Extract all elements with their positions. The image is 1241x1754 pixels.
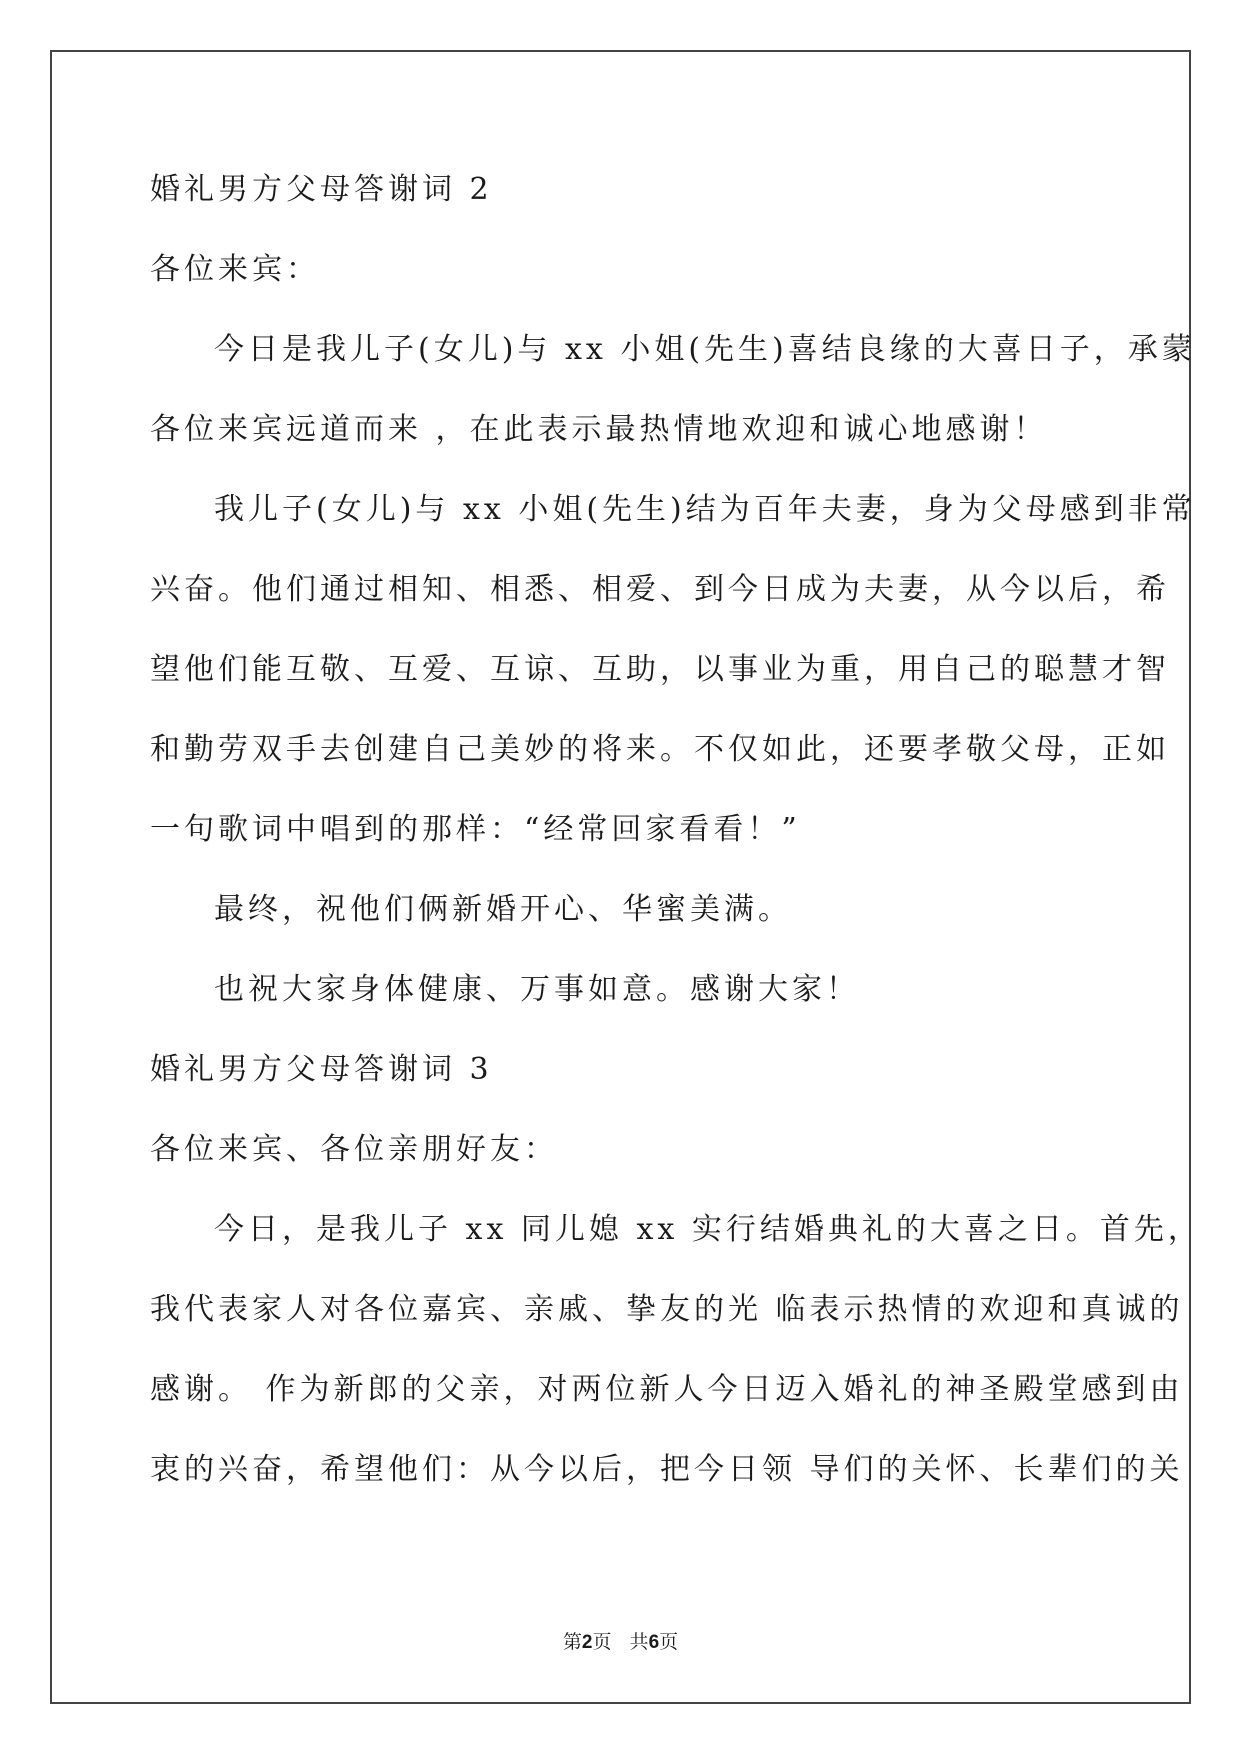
salutation: 各位来宾：: [150, 252, 320, 287]
salutation: 各位来宾、各位亲朋好友：: [150, 1132, 558, 1167]
paragraph-line: 感谢。 作为新郎的父亲，对两位新人今日迈入婚礼的神圣殿堂感到由: [150, 1372, 1184, 1407]
footer-middle: 页 共: [592, 1631, 649, 1653]
paragraph-line: 望他们能互敬、互爱、互谅、互助，以事业为重，用自己的聪慧才智: [150, 652, 1170, 687]
paragraph-line: 我代表家人对各位嘉宾、亲戚、挚友的光 临表示热情的欢迎和真诚的: [150, 1292, 1184, 1327]
section-title-2: 婚礼男方父母答谢词 2: [150, 172, 493, 207]
page-footer: [0, 1627, 1241, 1658]
paragraph-line: 各位来宾远道而来 ，在此表示最热情地欢迎和诚心地感谢！: [150, 412, 1048, 447]
paragraph-line: 我儿子(女儿)与 xx 小姐(先生)结为百年夫妻，身为父母感到非常: [214, 492, 1196, 527]
footer-page-number: 2: [581, 1632, 593, 1653]
paragraph-line: 今日，是我儿子 xx 同儿媳 xx 实行结婚典礼的大喜之日。首先，: [214, 1212, 1202, 1247]
paragraph-line: 最终，祝他们俩新婚开心、华蜜美满。: [214, 892, 792, 927]
paragraph-line: 今日是我儿子(女儿)与 xx 小姐(先生)喜结良缘的大喜日子，承蒙: [214, 332, 1196, 367]
paragraph-line: 和勤劳双手去创建自己美妙的将来。不仅如此，还要孝敬父母，正如: [150, 732, 1170, 767]
paragraph-line: 也祝大家身体健康、万事如意。感谢大家！: [214, 972, 860, 1007]
document-body: [150, 150, 1202, 1510]
footer-total-pages: 6: [648, 1632, 660, 1653]
paragraph-line: 一句歌词中唱到的那样：“经常回家看看！”: [150, 812, 801, 847]
paragraph-line: 兴奋。他们通过相知、相悉、相爱、到今日成为夫妻，从今以后，希: [150, 572, 1170, 607]
paragraph-line: 衷的兴奋，希望他们：从今以后，把今日领 导们的关怀、长辈们的关: [150, 1452, 1184, 1487]
section-title-3: 婚礼男方父母答谢词 3: [150, 1052, 493, 1087]
footer-suffix: 页: [659, 1631, 679, 1653]
footer-prefix: 第: [562, 1631, 582, 1653]
